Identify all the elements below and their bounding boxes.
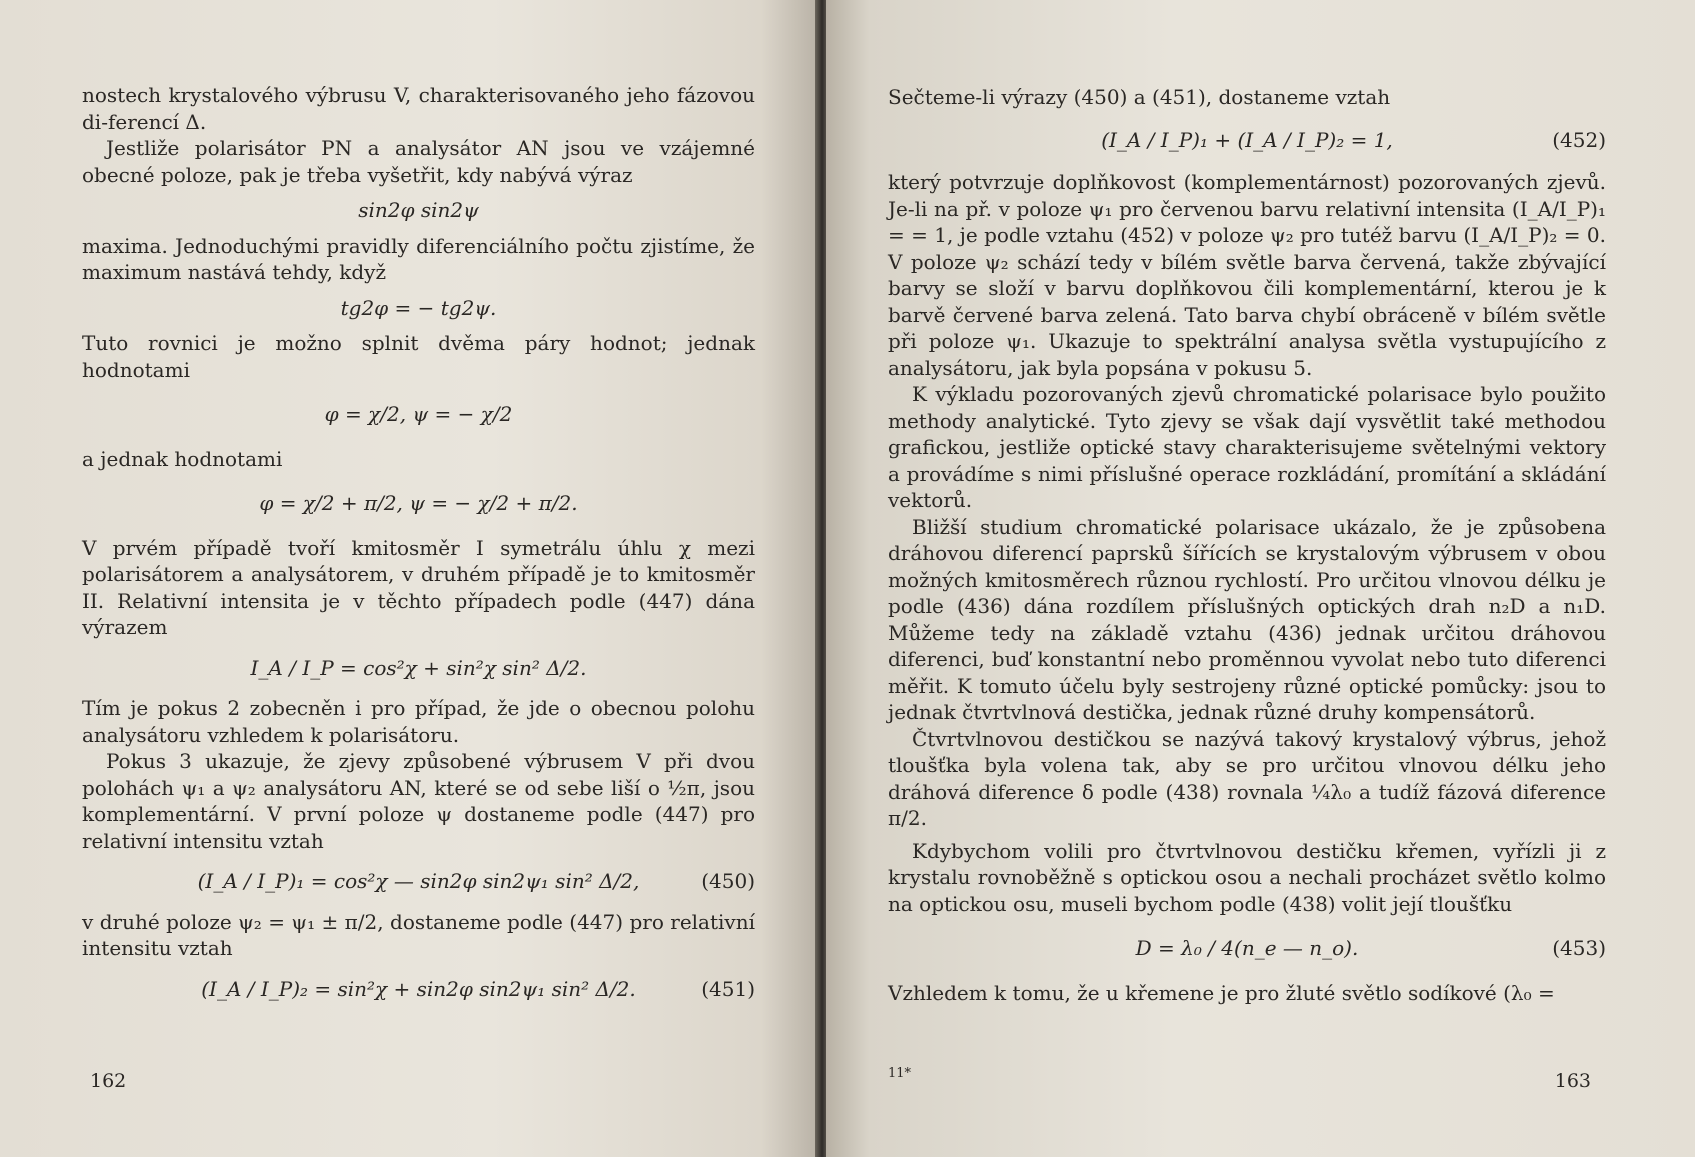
equation-body: (I_A / I_P)₂ = sin²χ + sin2φ sin2ψ₁ sin² Δ/2. [201,976,636,1001]
equation-453 [888,935,1606,962]
equation: I_A / I_P = cos²χ + sin²χ sin² Δ/2. [250,655,587,680]
paragraph: Čtvrtvlnovou destičkou se nazývá takový krystalový výbrus, jehož tloušťka byla volena tak, aby se pro určitou vlnovou délku jeho dráhová diference δ podle (438) rovnala ¼λ₀ a tudíž fázová diference π/2. [888,726,1606,830]
equation-number: (451) [701,976,755,1001]
equation-body: (I_A / I_P)₁ + (I_A / I_P)₂ = 1, [1101,127,1393,152]
paragraph: Kdybychom volili pro čtvrtvlnovou destičku křemen, vyřízli ji z krystalu rovnoběžně s optickou osou a nechali procházet světlo kolmo na optickou osu, museli bychom podle (438) volit její tloušťku [888,838,1606,916]
paragraph: v druhé poloze ψ₂ = ψ₁ ± π/2, dostaneme podle (447) pro relativní intensitu vztah [82,909,755,960]
equation: sin2φ sin2ψ [358,198,479,222]
equation-body: (I_A / I_P)₁ = cos²χ — sin2φ sin2ψ₁ sin² Δ/2, [197,869,640,893]
equation-450 [82,868,755,895]
left-page-text [82,82,755,1016]
signature-mark: 11* [888,1066,912,1081]
equation-number: (452) [1552,127,1606,152]
equation: φ = χ/2, ψ = − χ/2 [324,402,513,426]
paragraph: nostech krystalového výbrusu V, charakterisovaného jeho fázovou di-ferencí Δ. [82,83,755,134]
equation-451 [82,976,755,1003]
paragraph: Jestliže polarisátor PN a analysátor AN jsou ve vzájemné obecné poloze, pak je třeba vyšetřit, kdy nabývá výraz [82,136,755,187]
left-page [0,0,818,1157]
paragraph: a jednak hodnotami [82,446,283,471]
page-number: 163 [1554,1070,1591,1092]
paragraph: Bližší studium chromatické polarisace ukázalo, že je způsobena dráhovou diferencí paprsků šířících se krystalovým výbrusem v obou možných kmitosměrech různou rychlostí. Pro určitou vlnovou délku je podle (436) dána rozdílem příslušných optických drah n₂D a n₁D. Můžeme tedy na základě vztahu (436) jednak určitou dráhovou diferenci, buď konstantní nebo proměnnou vyvolat nebo tuto diferenci měřit. K tomuto účelu byly sestrojeny různé optické pomůcky: jsou to jednak čtvrtvlnová destička, jednak různé druhy kompensátorů. [888,514,1606,724]
equation: φ = χ/2 + π/2, ψ = − χ/2 + π/2. [259,491,578,515]
paragraph: Tím je pokus 2 zobecněn i pro případ, že jde o obecnou polohu analysátoru vzhledem k polarisátoru. [82,696,755,747]
paragraph: Sečteme-li výrazy (450) a (451), dostaneme vztah [888,85,1391,109]
right-page [826,0,1695,1157]
paragraph: V prvém případě tvoří kmitosměr I symetrálu úhlu χ mezi polarisátorem a analysátorem, v druhém případě je to kmitosměr II. Relativní intensita je v těchto případech podle (447) dána výrazem [82,535,755,639]
equation-number: (450) [701,869,755,893]
paragraph: K výkladu pozorovaných zjevů chromatické polarisace bylo použito methody analytické. Tyto zjevy se však dají vysvětlit také methodou grafickou, jestliže optické stavy charakterisujeme světelnými vektory a provádíme s nimi příslušné operace rozkládání, promítání a skládání vektorů. [888,382,1606,512]
equation-number: (453) [1552,936,1606,960]
paragraph: Vzhledem k tomu, že u křemene je pro žluté světlo sodíkové (λ₀ = [888,980,1555,1005]
equation-452 [888,127,1606,154]
right-page-text [888,84,1606,1006]
equation: tg2φ = − tg2ψ. [340,295,497,320]
paragraph: Pokus 3 ukazuje, že zjevy způsobené výbrusem V při dvou polohách ψ₁ a ψ₂ analysátoru AN, které se od sebe liší o ½π, jsou komplementární. V první poloze ψ dostaneme podle (447) pro relativní intensitu vztah [82,749,755,853]
paragraph: maxima. Jednoduchými pravidly diferenciálního počtu zjistíme, že maximum nastává tehdy, když [82,233,755,284]
page-number: 162 [90,1070,127,1092]
paragraph: který potvrzuje doplňkovost (komplementárnost) pozorovaných zjevů. Je-li na př. v poloze ψ₁ pro červenou barvu relativní intensita (I_A/I_P)₁ = = 1, je podle vztahu (452) v poloze ψ₂ pro tutéž barvu (I_A/I_P)₂ = 0. V poloze ψ₂ schází tedy v bílém světle barva červená, takže zbývající barvy se složí v barvu doplňkovou čili komplementární, kterou je k barvě červené barva zelená. Tato barva chybí obráceně v bílém světle při poloze ψ₁. Ukazuje to spektrální analysa světla vystupujícího z analysátoru, jak byla popsána v pokusu 5. [888,170,1606,380]
paragraph: Tuto rovnici je možno splnit dvěma páry hodnot; jednak hodnotami [82,331,755,382]
equation-body: D = λ₀ / 4(n_e — n_o). [1135,936,1359,960]
